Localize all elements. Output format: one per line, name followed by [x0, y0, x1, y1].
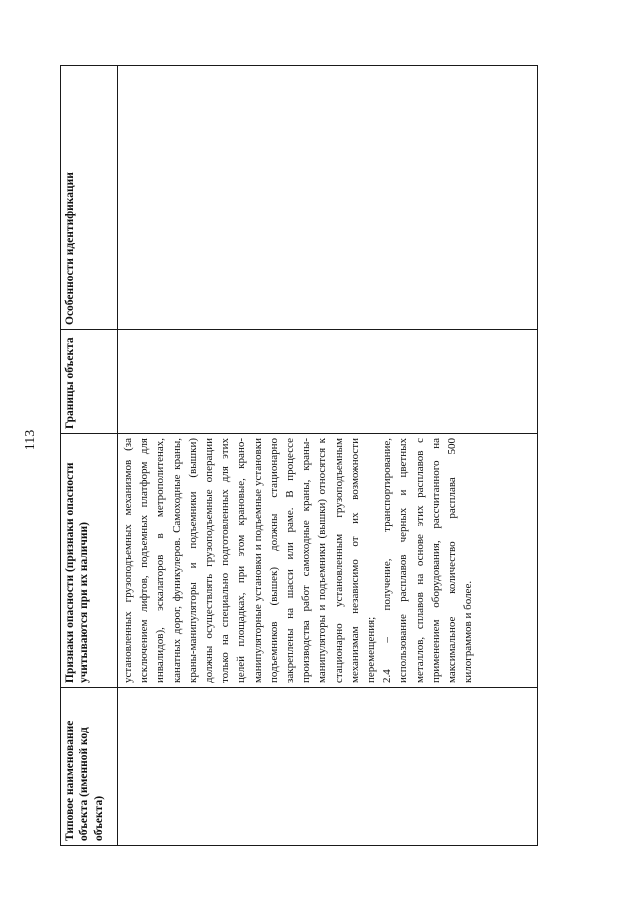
header-object-bounds: Границы объекта: [61, 330, 118, 434]
danger-signs-paragraph-2: 2.4 – получение, транспортирование, использование расплавов черных и цветных металлов, сплавов на основе этих расплавов с применением оборудования, рассчитанного на максимальное количество расплава 500 килограммов и более.: [381, 438, 475, 683]
header-danger-signs: Признаки опасности (признаки опасности учитываются при их наличии): [61, 434, 118, 688]
rotated-table-container: [60, 66, 538, 846]
header-identification-features: Особенности идентификации: [61, 66, 118, 330]
page-number: 113: [23, 429, 38, 451]
header-type-name: Типовое наименование объекта (именной код объекта): [61, 688, 118, 846]
danger-signs-paragraph-1: установленных грузоподъемных механизмов (за исключением лифтов, подъемных платформ для инвалидов), эскалаторов в метрополитенах, канатных дорог, фуникулеров. Самоходные краны, краны-манипуляторы и подъемники (вышки) должны осуществлять грузоподъемные операции только на специально подготовленных для этих целей площадках, при этом крановые, крано-манипуляторные установки и подъемные установки подъемников (вышек) должны стационарно закреплены на шасси или раме. В процессе производства работ самоходные краны, краны-манипуляторы и подъемники (вышки) относятся к стационарно установленным грузоподъемным механизмам независимо от их возможности перемещения;: [122, 438, 378, 683]
cell-object-bounds: [118, 330, 538, 434]
identification-table: [60, 65, 538, 846]
cell-type-name: [118, 688, 538, 846]
cell-identification-features: [118, 66, 538, 330]
cell-danger-signs: [118, 434, 538, 688]
table-row: [118, 66, 538, 846]
